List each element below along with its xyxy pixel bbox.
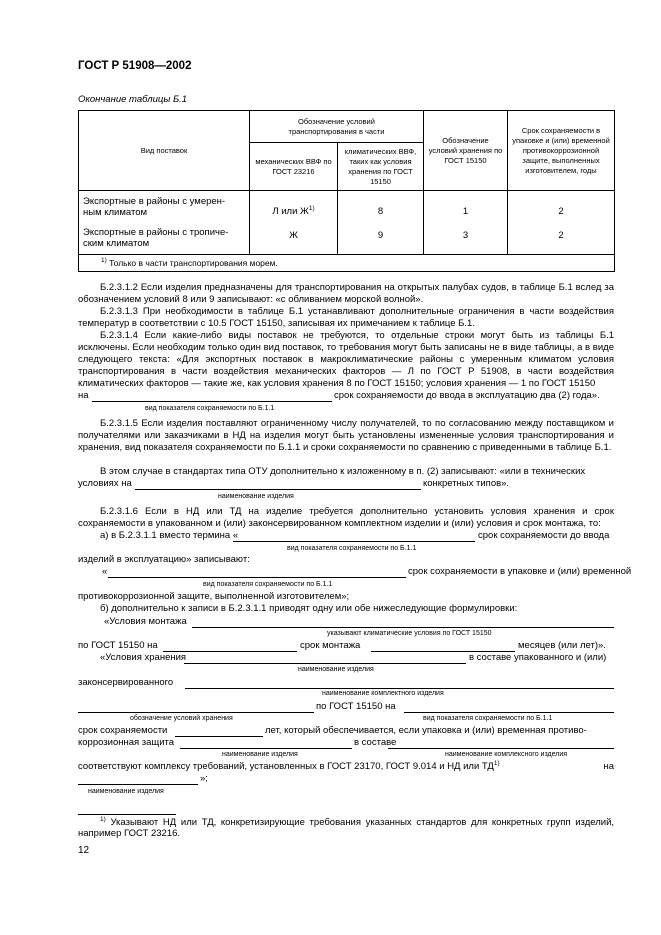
blank-line <box>192 627 614 628</box>
paragraph-otu: В этом случае в стандартах типа ОТУ дополнительно к изложенному в п. (2) записывают: «или в технических <box>100 466 586 477</box>
row2-climatic: 9 <box>377 230 384 241</box>
header-period: Срок сохраняемости в упаковке и (или) временной противокоррозионной защите, выполненных изготовителем, годы <box>508 111 615 191</box>
label-product-name-4: наименование изделия <box>88 788 164 795</box>
row2-storage: 3 <box>462 230 469 241</box>
footnote-sup: 1) <box>100 815 106 823</box>
comply-na: на <box>603 761 614 772</box>
corr-a: коррозионная защита <box>78 737 175 748</box>
header-mechanical: механических ВВФ по ГОСТ 23216 <box>250 143 338 191</box>
row1-kind-line2: ным климатом <box>83 207 148 218</box>
blank-line <box>92 401 332 402</box>
blank-line <box>184 663 466 664</box>
blank-line <box>135 489 421 490</box>
paragraph-b2313: Б.2.3.1.3 При необходимости в таблице Б.1 устанавливают дополнительные ограничения в части воздействия температур в соответствии с 10.5 ГОСТ 15150, записывая их примечанием к таблице Б.1. <box>78 306 614 329</box>
conserved: законсервированного <box>78 677 174 688</box>
store3-mid: по ГОСТ 15150 на <box>316 701 396 712</box>
store-start: «Условия хранения <box>100 652 187 663</box>
blank-line <box>180 748 352 749</box>
item-a-start: а) в Б.2.3.1.1 вместо термина « <box>100 530 239 541</box>
life-b: лет, который обеспечивается, если упаковка и (или) временная противо- <box>265 725 587 736</box>
comply-text: соответствуют комплексу требований, установленных в ГОСТ 23170, ГОСТ 9.014 и НД или ТД <box>78 761 494 772</box>
footnote-separator <box>78 814 176 815</box>
paragraph-b2312: Б.2.3.1.2 Если изделия предназначены для транспортирования на открытых палубах судов, в таблице Б.1 вслед за обозначением условий 8 или 9 записывают: «с обливанием морской волной». <box>78 282 614 305</box>
table-b1 <box>78 110 615 272</box>
p3-end: срок сохраняемости до ввода в эксплуатацию два (2) года». <box>334 390 600 401</box>
blank-line <box>185 688 614 689</box>
label-indicator-2: вид показателя сохраняемости по Б.1.1 <box>287 545 417 552</box>
comply-line <box>78 761 614 773</box>
table-body <box>79 191 615 255</box>
quote-end: срок сохраняемости в упаковке и (или) временной <box>408 566 632 577</box>
table-footnote: Только в части транспортирования морем. <box>109 258 278 268</box>
life-a: срок сохраняемости <box>78 725 168 736</box>
page-number: 12 <box>78 845 90 856</box>
row2-kind-line1: Экспортные в районы с тропиче- <box>83 227 229 238</box>
blank-line <box>233 541 475 542</box>
blank-line <box>404 712 614 713</box>
row2-mechanical: Ж <box>289 230 298 241</box>
label-indicator-1: вид показателя сохраняемости по Б.1.1 <box>145 405 275 412</box>
mount2-a: по ГОСТ 15150 на <box>78 640 158 651</box>
label-complete-product: наименование комплектного изделия <box>322 690 444 697</box>
quote-line2: противокоррозионной защите, выполненной изготовителем»; <box>78 591 350 602</box>
row2-period: 2 <box>558 230 564 241</box>
paragraph-b2316: Б.2.3.1.6 Если в НД или ТД на изделие требуется дополнительно установить условия хранения и срок сохраняемости в упакованном и (или) законсервированном комплектном изделии и (или) условия и срок монтажа, то: <box>78 506 614 529</box>
label-indicator-3: вид показателя сохраняемости по Б.1.1 <box>203 581 333 588</box>
item-a-end: срок сохраняемости до ввода <box>478 530 610 541</box>
p3-na: на <box>78 390 89 401</box>
p5-end: конкретных типов». <box>423 478 510 489</box>
paragraph-b2314: Б.2.3.1.4 Если какие-либо виды поставок не требуются, то отдельные строки могут быть из таблицы Б.1 исключены. Если необходим только один вид поставок, то требования могут быть записаны не в виде таблицы, а в виде следующего текста: «Для экспортных поставок в макроклиматические районы с умеренным климатом условия транспортирования в части воздействия механических факторов — Л по ГОСТ Р 51908, в части воздействия климатических факторов — такие же, как условия хранения 8 по ГОСТ 15150; условия хранения — 1 по ГОСТ 15150 <box>78 330 614 389</box>
label-storage-conditions: обозначение условий хранения <box>130 715 233 722</box>
label-indicator-4: вид показателя сохраняемости по Б.1.1 <box>423 715 553 722</box>
paragraph-b2315: Б.2.3.1.5 Если изделия поставляют ограниченному числу получателей, то по согласованию между поставщиком и получателями или заказчиками в НД на изделия могут быть установлены измененные условия транспортирования и хранения, вид показателя сохраняемости по Б.1.1 и сроки сохраняемости по сравнению с приведенными в таблице Б.1. <box>78 418 614 453</box>
label-product-name-1: наименование изделия <box>218 493 294 500</box>
quote-open: « <box>102 566 108 577</box>
table-footnote-sup: 1) <box>101 257 107 265</box>
mount2-c: месяцев (или лет)». <box>518 640 606 651</box>
mount-start: «Условия монтажа <box>104 616 187 627</box>
header-transport-group: Обозначение условий транспортирования в части <box>250 111 424 143</box>
end-quote: »; <box>200 773 208 784</box>
blank-line <box>78 712 314 713</box>
header-climatic: климатических ВВФ, таких как условия хранения по ГОСТ 15150 <box>338 143 424 191</box>
row1-mechanical-sup: 1) <box>308 204 315 212</box>
label-climatic: указывают климатические условия по ГОСТ 15150 <box>327 630 492 637</box>
blank-line <box>388 748 614 749</box>
blank-line <box>78 784 198 785</box>
document-header: ГОСТ Р 51908—2002 <box>78 60 192 72</box>
store-end: в составе упакованного и (или) <box>469 652 607 663</box>
label-product-name-3: наименование изделия <box>222 751 298 758</box>
item-a-line2: изделий в эксплуатацию» записывают: <box>78 554 250 565</box>
label-product-name-2: наименование изделия <box>298 666 374 673</box>
item-b: б) дополнительно к записи в Б.2.3.1.1 приводят одну или обе нижеследующие формулировки: <box>100 603 518 614</box>
label-complex-product: наименование комплексного изделия <box>445 751 568 758</box>
blank-line <box>108 577 406 578</box>
comply-sup: 1) <box>493 759 500 767</box>
footnote-text: Указывают НД или ТД, конкретизирующие требования указанных стандартов для конкретных групп изделий, например ГОСТ 23216. <box>78 817 615 839</box>
row1-kind-line1: Экспортные в районы с умерен- <box>83 196 226 207</box>
blank-line <box>175 736 263 737</box>
mount2-b: срок монтажа <box>300 640 361 651</box>
row1-climatic: 8 <box>377 206 384 217</box>
table-caption: Окончание таблицы Б.1 <box>78 94 188 105</box>
page-footnote <box>78 817 614 839</box>
row2-kind-line2: ским климатом <box>83 238 150 249</box>
corr-b: в составе <box>354 737 397 748</box>
header-storage: Обозначение условий хранения по ГОСТ 15150 <box>424 111 508 191</box>
row1-storage: 1 <box>462 206 469 217</box>
row1-mechanical: Л или Ж <box>272 206 309 217</box>
p5-cond: условиях на <box>78 478 132 489</box>
header-kind: Вид поставок <box>79 111 250 191</box>
row1-period: 2 <box>558 206 564 217</box>
